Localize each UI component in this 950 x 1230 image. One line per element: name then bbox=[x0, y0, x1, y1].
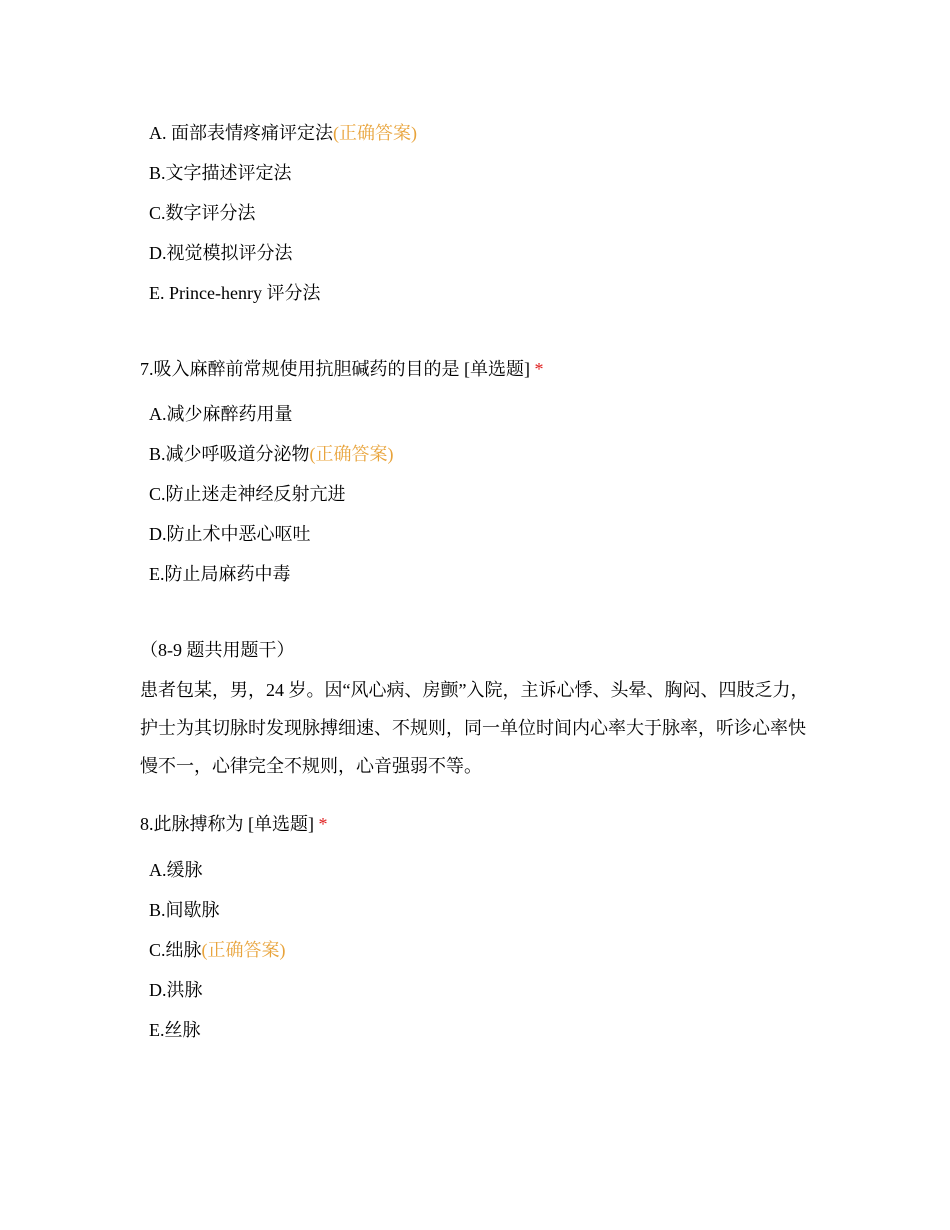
shared-stem-text: 患者包某，男，24 岁。因“风心病、房颤”入院，主诉心悸、头晕、胸闷、四肢乏力，护士为其切脉时发现脉搏细速、不规则，同一单位时间内心率大于脉率，听诊心率快慢不一，心律完全不规则，心音强弱不等。 bbox=[140, 680, 809, 776]
option-label: B.减少呼吸道分泌物 bbox=[149, 444, 310, 464]
option-label: E.防止局麻药中毒 bbox=[149, 564, 291, 584]
option-label: E. Prince-henry 评分法 bbox=[149, 283, 321, 303]
q7-option-e[interactable] bbox=[149, 562, 291, 586]
correct-answer-mark: (正确答案) bbox=[333, 123, 417, 143]
required-mark: * bbox=[318, 814, 328, 834]
q7-title bbox=[140, 357, 544, 381]
option-label: B.间歇脉 bbox=[149, 900, 220, 920]
option-label: D.视觉模拟评分法 bbox=[149, 243, 293, 263]
q8-title bbox=[140, 812, 328, 836]
q8-option-c[interactable] bbox=[149, 938, 286, 962]
q6-option-c[interactable] bbox=[149, 201, 256, 225]
q6-option-d[interactable] bbox=[149, 241, 293, 265]
q7-option-a[interactable] bbox=[149, 402, 293, 426]
q8-option-b[interactable] bbox=[149, 898, 220, 922]
question-title: 8.此脉搏称为 [单选题] bbox=[140, 814, 314, 834]
q6-option-e[interactable] bbox=[149, 281, 320, 305]
q6-option-a[interactable] bbox=[149, 121, 417, 145]
q8-option-d[interactable] bbox=[149, 978, 203, 1002]
q8-option-e[interactable] bbox=[149, 1018, 201, 1042]
option-label: C.数字评分法 bbox=[149, 203, 256, 223]
correct-answer-mark: (正确答案) bbox=[201, 940, 286, 960]
option-label: A.缓脉 bbox=[149, 860, 203, 880]
q7-option-c[interactable] bbox=[149, 482, 346, 506]
option-label: C.防止迷走神经反射亢进 bbox=[149, 484, 346, 504]
required-mark: * bbox=[534, 359, 544, 379]
option-label: A. 面部表情疼痛评定法 bbox=[149, 123, 333, 143]
q7-option-b[interactable] bbox=[149, 442, 394, 466]
option-label: D.洪脉 bbox=[149, 980, 203, 1000]
option-label: E.丝脉 bbox=[149, 1020, 201, 1040]
option-label: A.减少麻醉药用量 bbox=[149, 404, 293, 424]
option-label: C.绌脉 bbox=[149, 940, 202, 960]
correct-answer-mark: (正确答案) bbox=[309, 444, 394, 464]
question-title: 7.吸入麻醉前常规使用抗胆碱药的目的是 [单选题] bbox=[140, 359, 530, 379]
q6-option-b[interactable] bbox=[149, 161, 292, 185]
q7-option-d[interactable] bbox=[149, 522, 311, 546]
q8-option-a[interactable] bbox=[149, 858, 203, 882]
option-label: D.防止术中恶心呕吐 bbox=[149, 524, 311, 544]
shared-stem-header: （8-9 题共用题干） bbox=[140, 640, 295, 660]
option-label: B.文字描述评定法 bbox=[149, 163, 292, 183]
